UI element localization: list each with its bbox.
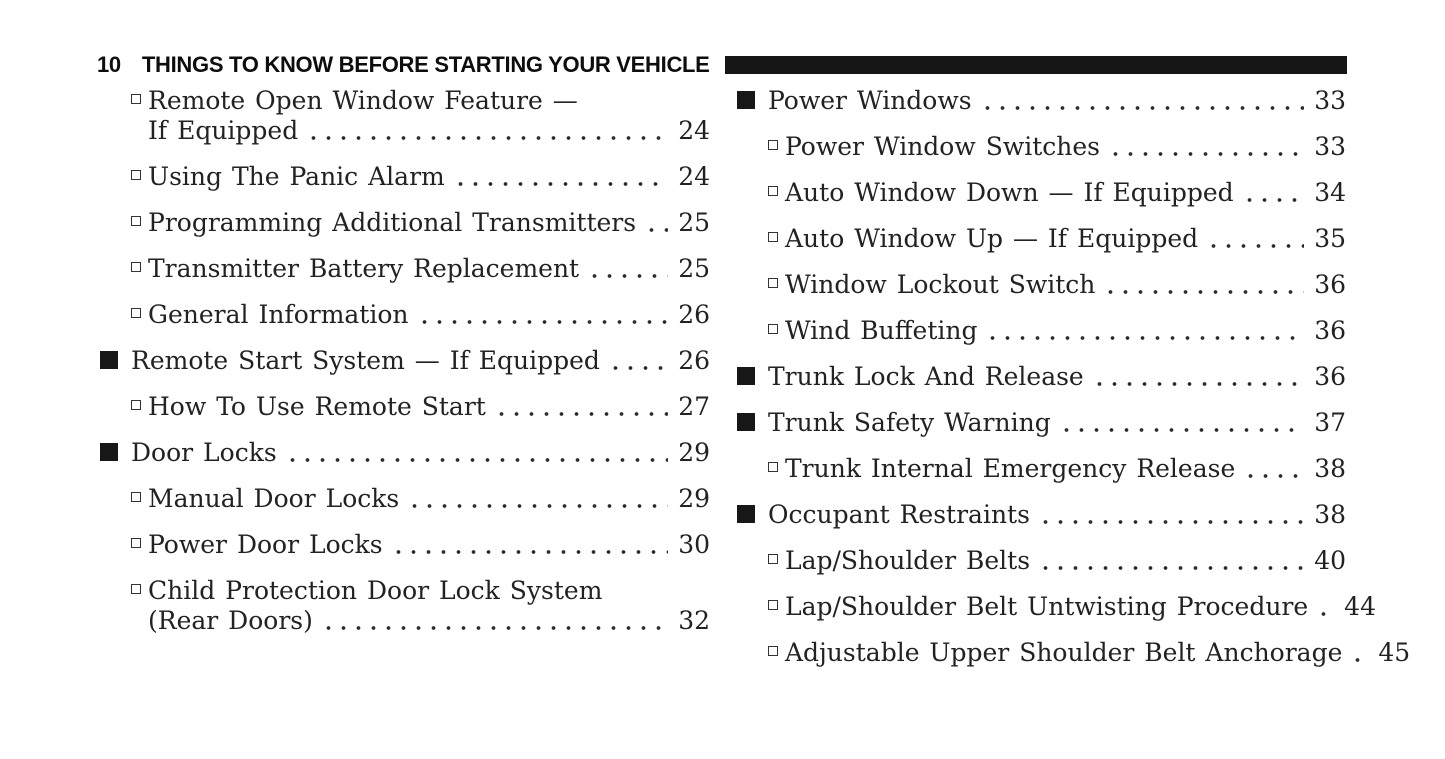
filled-square-bullet xyxy=(737,413,755,431)
toc-entry xyxy=(100,484,710,514)
toc-entry xyxy=(737,546,1346,576)
page-header xyxy=(97,52,1347,78)
toc-entry-label: Remote Start System — If Equipped xyxy=(131,346,600,375)
dot-leader xyxy=(1038,566,1304,570)
toc-entry-body xyxy=(148,86,710,146)
toc-entry-label: Trunk Lock And Release xyxy=(768,362,1084,391)
toc-entry-body xyxy=(768,408,1346,438)
dot-leader xyxy=(1108,152,1304,156)
toc-entry xyxy=(737,270,1346,300)
toc-entry-line xyxy=(148,86,710,116)
dot-leader xyxy=(1059,428,1304,432)
toc-entry-page-number: 29 xyxy=(678,438,710,467)
open-square-bullet xyxy=(131,492,141,502)
toc-entry-line xyxy=(785,178,1346,208)
toc-entry-line xyxy=(768,362,1346,392)
toc-entry-page-number: 26 xyxy=(678,300,710,329)
toc-entry-line xyxy=(148,484,710,514)
toc-entry-body xyxy=(148,392,710,422)
dot-leader xyxy=(985,336,1304,340)
open-square-bullet xyxy=(768,600,778,610)
toc-entry-line xyxy=(148,162,710,192)
open-square-bullet xyxy=(131,262,141,272)
toc-column-right xyxy=(737,86,1411,668)
dot-leader xyxy=(285,458,669,462)
toc-entry-label: How To Use Remote Start xyxy=(148,392,486,421)
toc-entry-label: Auto Window Down — If Equipped xyxy=(785,178,1234,207)
toc-entry-page-number: 36 xyxy=(1314,362,1346,391)
toc-entry-page-number: 25 xyxy=(678,254,710,283)
toc-entry-page-number: 36 xyxy=(1314,316,1346,345)
open-square-bullet xyxy=(768,646,778,656)
open-square-bullet xyxy=(131,584,141,594)
toc-entry-page-number: 35 xyxy=(1314,224,1346,253)
toc-entry-label: Trunk Safety Warning xyxy=(768,408,1051,437)
toc-entry-page-number: 29 xyxy=(678,484,710,513)
open-square-bullet xyxy=(768,140,778,150)
toc-entry-label: Lap/Shoulder Belts xyxy=(785,546,1031,575)
toc-entry-label: Wind Buffeting xyxy=(785,316,978,345)
dot-leader xyxy=(1103,290,1304,294)
toc-entry-page-number: 24 xyxy=(678,162,710,191)
toc-entry-line xyxy=(785,546,1346,576)
toc-entry-label: Manual Door Locks xyxy=(148,484,400,513)
toc-entry-body xyxy=(768,362,1346,392)
toc-entry xyxy=(100,530,710,560)
toc-entry-line xyxy=(148,300,710,330)
toc-entry-line xyxy=(148,606,710,636)
toc-entry xyxy=(737,454,1346,484)
toc-entry-line xyxy=(148,392,710,422)
toc-entry-body xyxy=(785,546,1346,576)
toc-entry-page-number: 38 xyxy=(1314,454,1346,483)
toc-entry-page-number: 40 xyxy=(1314,546,1346,575)
toc-entry-page-number: 30 xyxy=(678,530,710,559)
toc-entry-page-number: 37 xyxy=(1314,408,1346,437)
toc-entry-label: Child Protection Door Lock System xyxy=(148,576,603,605)
toc-entry-line xyxy=(785,316,1346,346)
toc-entry-body xyxy=(785,224,1346,254)
toc-entry-page-number: 34 xyxy=(1314,178,1346,207)
toc-entry-page-number: 33 xyxy=(1314,86,1346,115)
toc-entry-line xyxy=(768,86,1346,116)
dot-leader xyxy=(587,274,668,278)
toc-entry-label: Power Window Switches xyxy=(785,132,1100,161)
toc-entry-label: Using The Panic Alarm xyxy=(148,162,445,191)
open-square-bullet xyxy=(768,554,778,564)
toc-entry xyxy=(100,254,710,284)
open-square-bullet xyxy=(131,216,141,226)
toc-entry-line xyxy=(785,132,1346,162)
toc-entry-page-number: 45 xyxy=(1378,638,1411,667)
toc-entry-body xyxy=(768,500,1346,530)
toc-entry xyxy=(737,500,1346,530)
dot-leader xyxy=(391,550,669,554)
toc-entry-label: Window Lockout Switch xyxy=(785,270,1096,299)
toc-entry-label: Programming Additional Transmitters xyxy=(148,208,637,237)
toc-entry-line xyxy=(131,346,710,376)
toc-entry-line xyxy=(785,638,1411,668)
dot-leader xyxy=(1243,474,1304,478)
toc-entry-label: Trunk Internal Emergency Release xyxy=(785,454,1236,483)
toc-entry-line xyxy=(768,408,1346,438)
toc-entry-page-number: 27 xyxy=(678,392,710,421)
toc-entry-label-continued: If Equipped xyxy=(148,116,299,145)
toc-entry-page-number: 25 xyxy=(678,208,710,237)
toc-entry-body xyxy=(785,638,1411,668)
page-title: THINGS TO KNOW BEFORE STARTING YOUR VEHICLE xyxy=(141,52,710,77)
open-square-bullet xyxy=(768,278,778,288)
dot-leader xyxy=(1316,612,1334,616)
toc-entry-line xyxy=(785,454,1346,484)
dot-leader xyxy=(1350,658,1368,662)
dot-leader xyxy=(417,320,669,324)
toc-entry xyxy=(100,86,710,146)
toc-entry-page-number: 33 xyxy=(1314,132,1346,161)
header-rule-bar xyxy=(725,56,1347,74)
toc-entry-body xyxy=(785,270,1346,300)
dot-leader xyxy=(980,106,1305,110)
toc-entry xyxy=(737,86,1346,116)
open-square-bullet xyxy=(131,308,141,318)
toc-entry-body xyxy=(148,208,710,238)
toc-entry-body xyxy=(148,162,710,192)
dot-leader xyxy=(1206,244,1304,248)
toc-entry-page-number: 26 xyxy=(678,346,710,375)
toc-entry-body xyxy=(785,316,1346,346)
header-page-number: 10 xyxy=(97,52,121,77)
toc-entry-label: Adjustable Upper Shoulder Belt Anchorage xyxy=(785,638,1343,667)
filled-square-bullet xyxy=(100,443,118,461)
toc-entry-page-number: 38 xyxy=(1314,500,1346,529)
toc-entry-page-number: 44 xyxy=(1344,592,1376,621)
toc-entry-body xyxy=(148,484,710,514)
toc-entry-body xyxy=(131,438,710,468)
toc-entry-line xyxy=(785,224,1346,254)
filled-square-bullet xyxy=(737,367,755,385)
toc-entry-page-number: 36 xyxy=(1314,270,1346,299)
toc-entry-label: Occupant Restraints xyxy=(768,500,1030,529)
toc-entry-line xyxy=(148,116,710,146)
dot-leader xyxy=(306,136,668,140)
open-square-bullet xyxy=(768,186,778,196)
open-square-bullet xyxy=(131,538,141,548)
open-square-bullet xyxy=(131,170,141,180)
dot-leader xyxy=(1092,382,1304,386)
dot-leader xyxy=(1242,198,1305,202)
toc-entry-label: General Information xyxy=(148,300,409,329)
toc-entry-line xyxy=(148,208,710,238)
dot-leader xyxy=(453,182,668,186)
toc-entry-label: Remote Open Window Feature — xyxy=(148,86,578,115)
toc-entry-line xyxy=(785,592,1376,622)
toc-entry xyxy=(737,178,1346,208)
dot-leader xyxy=(644,228,668,232)
filled-square-bullet xyxy=(737,505,755,523)
toc-entry-label: Auto Window Up — If Equipped xyxy=(785,224,1199,253)
toc-entry-body xyxy=(785,592,1376,622)
open-square-bullet xyxy=(131,94,141,104)
toc-entry-label: Door Locks xyxy=(131,438,277,467)
toc-entry-page-number: 24 xyxy=(678,116,710,145)
toc-entry-line xyxy=(785,270,1346,300)
open-square-bullet xyxy=(768,324,778,334)
toc-entry-body xyxy=(785,132,1346,162)
toc-entry xyxy=(737,362,1346,392)
toc-entry-body xyxy=(148,254,710,284)
toc-entry-label-continued: (Rear Doors) xyxy=(148,606,313,635)
toc-entry xyxy=(100,392,710,422)
toc-entry-label: Transmitter Battery Replacement xyxy=(148,254,580,283)
toc-entry-body xyxy=(148,300,710,330)
dot-leader xyxy=(494,412,668,416)
toc-entry xyxy=(100,208,710,238)
toc-entry-body xyxy=(148,576,710,636)
toc-entry xyxy=(737,316,1346,346)
toc-entry xyxy=(100,162,710,192)
toc-entry-body xyxy=(785,178,1346,208)
toc-entry-body xyxy=(768,86,1346,116)
toc-entry-label: Lap/Shoulder Belt Untwisting Procedure xyxy=(785,592,1309,621)
toc-entry xyxy=(100,346,710,376)
dot-leader xyxy=(608,366,668,370)
toc-entry-page-number: 32 xyxy=(678,606,710,635)
open-square-bullet xyxy=(131,400,141,410)
filled-square-bullet xyxy=(100,351,118,369)
toc-entry xyxy=(100,438,710,468)
dot-leader xyxy=(1038,520,1304,524)
toc-entry xyxy=(737,638,1411,668)
toc-entry xyxy=(737,592,1376,622)
dot-leader xyxy=(407,504,668,508)
toc-entry xyxy=(100,300,710,330)
toc-column-left xyxy=(100,86,710,636)
toc-entry-body xyxy=(131,346,710,376)
open-square-bullet xyxy=(768,462,778,472)
toc-entry-label: Power Windows xyxy=(768,86,972,115)
toc-entry-line xyxy=(148,530,710,560)
toc-entry xyxy=(100,576,710,636)
toc-entry-line xyxy=(148,576,710,606)
toc-entry xyxy=(737,408,1346,438)
toc-entry-body xyxy=(148,530,710,560)
toc-entry-body xyxy=(785,454,1346,484)
open-square-bullet xyxy=(768,232,778,242)
toc-entry xyxy=(737,224,1346,254)
toc-entry-line xyxy=(148,254,710,284)
toc-entry-line xyxy=(768,500,1346,530)
toc-entry xyxy=(737,132,1346,162)
toc-entry-line xyxy=(131,438,710,468)
dot-leader xyxy=(321,626,668,630)
toc-entry-label: Power Door Locks xyxy=(148,530,383,559)
filled-square-bullet xyxy=(737,91,755,109)
